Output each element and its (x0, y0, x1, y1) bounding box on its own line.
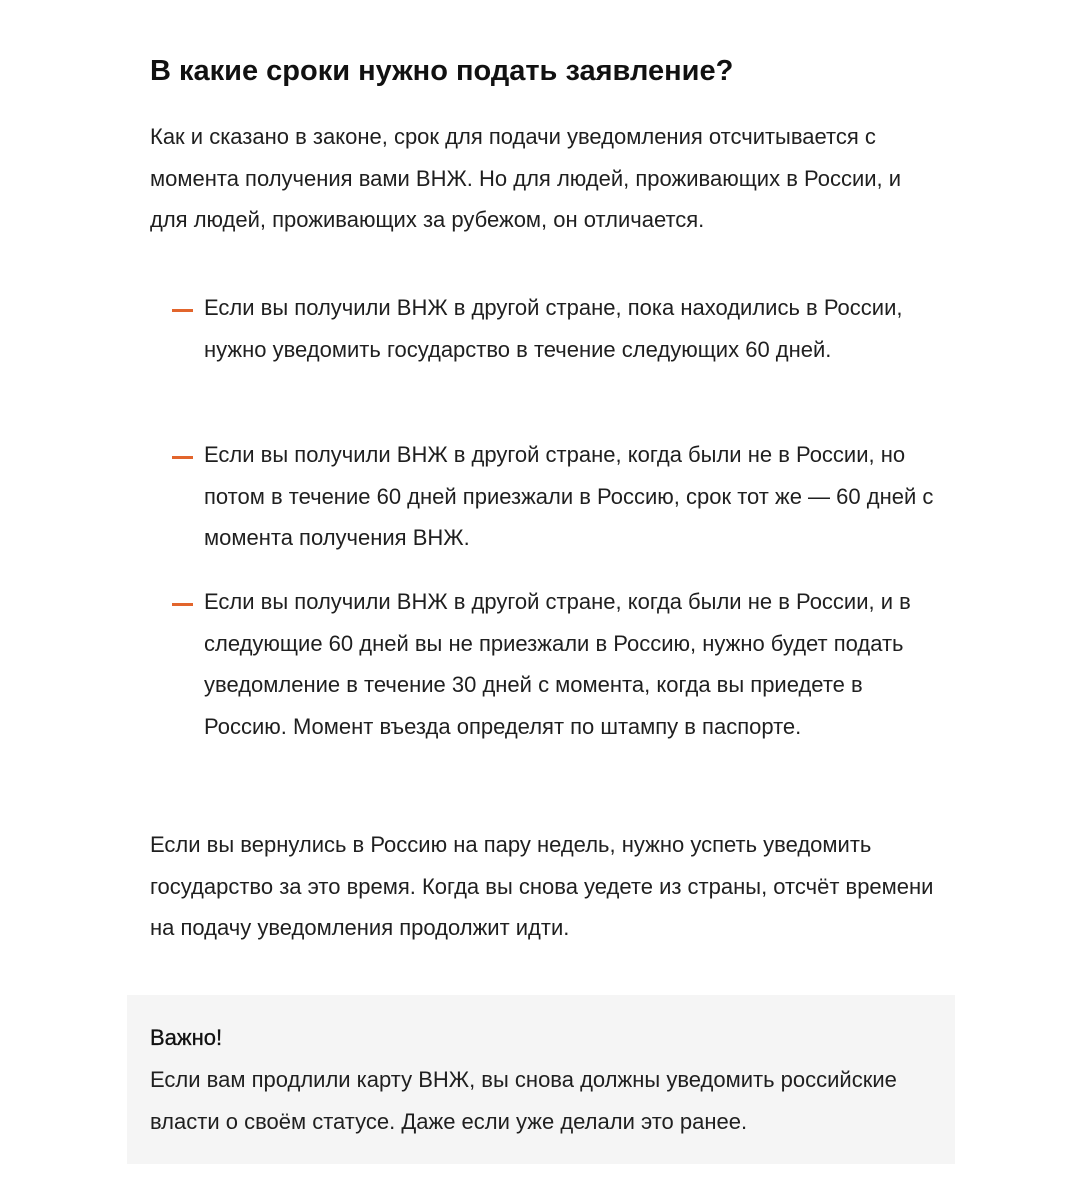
list-item-text: Если вы получили ВНЖ в другой стране, когда были не в России, и в следующие 60 дней вы не приезжали в Россию, нужно будет подать уведомление в течение 30 дней с момента, когда вы приедете в Россию. Момент въезда определят по штампу в паспорте. (204, 589, 911, 739)
list-item-text: Если вы получили ВНЖ в другой стране, когда были не в России, но потом в течение 60 дней приезжали в Россию, срок тот же — 60 дней с момента получения ВНЖ. (204, 442, 934, 550)
intro-paragraph: Как и сказано в законе, срок для подачи уведомления отсчитывается с момента получения вами ВНЖ. Но для людей, проживающих в России, и для людей, проживающих за рубежом, он отличается. (150, 124, 902, 232)
notice-text: Если вам продлили карту ВНЖ, вы снова должны уведомить российские власти о своём статусе. Даже если уже делали это ранее. (150, 1067, 897, 1134)
dash-bullet-icon (172, 456, 193, 459)
dash-bullet-icon (172, 309, 193, 312)
important-notice (127, 995, 955, 1164)
notice-title: Важно! (150, 1025, 223, 1050)
dash-bullet-icon (172, 603, 193, 606)
list-item-text: Если вы получили ВНЖ в другой стране, пока находились в России, нужно уведомить государство в течение следующих 60 дней. (204, 295, 903, 362)
section-heading: В какие сроки нужно подать заявление? (150, 55, 734, 87)
outro-paragraph: Если вы вернулись в Россию на пару недель, нужно успеть уведомить государство за это время. Когда вы снова уедете из страны, отсчёт времени на подачу уведомления продолжит идти. (150, 832, 934, 940)
